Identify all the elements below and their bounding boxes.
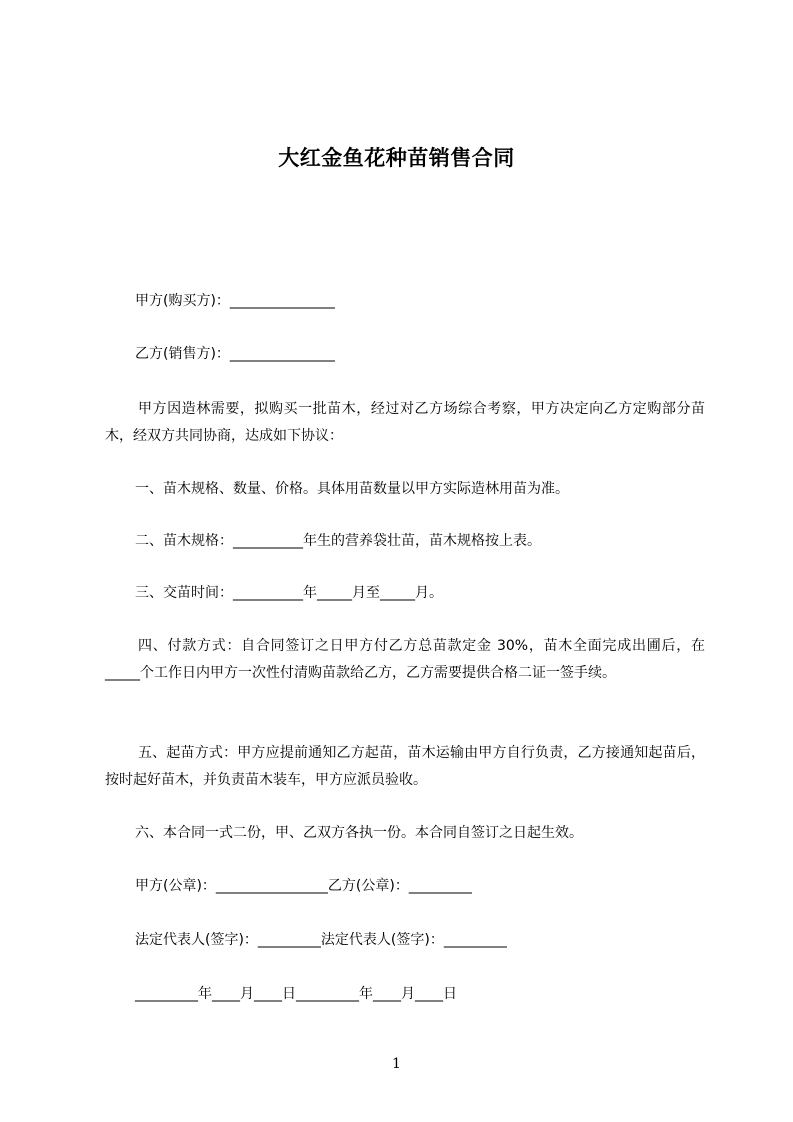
page-title: 大红金鱼花种苗销售合同	[278, 146, 515, 170]
seal-line: 甲方(公章)：________________乙方(公章)：_________	[135, 878, 472, 894]
date-line: _________年____月____日_________年____月____日	[135, 986, 457, 1002]
party-b-line: 乙方(销售方)：_______________	[135, 346, 335, 362]
clause-6: 六、本合同一式二份，甲、乙双方各执一份。本合同自签订之日起生效。	[135, 825, 583, 841]
clause-5: 五、起苗方式：甲方应提前通知乙方起苗，苗木运输由甲方自行负责，乙方接通知起苗后，按时起好苗木，并负责苗木装车，甲方应派员验收。	[105, 745, 705, 788]
clause-2: 二、苗木规格：__________年生的营养袋壮苗，苗木规格按上表。	[135, 533, 541, 549]
clause-4: 四、付款方式：自合同签订之日甲方付乙方总苗款定金 30%，苗木全面完成出圃后，在_____个工作日内甲方一次性付清购苗款给乙方，乙方需要提供合格二证一签手续。	[105, 638, 705, 681]
clause-3: 三、交苗时间：__________年_____月至_____月。	[135, 585, 443, 601]
clause-1: 一、苗木规格、数量、价格。具体用苗数量以甲方实际造林用苗为准。	[135, 481, 569, 497]
representative-signature-line: 法定代表人(签字)：_________法定代表人(签字)：_________	[135, 932, 507, 948]
party-a-line: 甲方(购买方)：_______________	[135, 293, 335, 309]
page-number: 1	[392, 1056, 401, 1072]
intro-paragraph: 甲方因造林需要，拟购买一批苗木，经过对乙方场综合考察，甲方决定向乙方定购部分苗木，经双方共同协商，达成如下协议：	[105, 401, 705, 444]
